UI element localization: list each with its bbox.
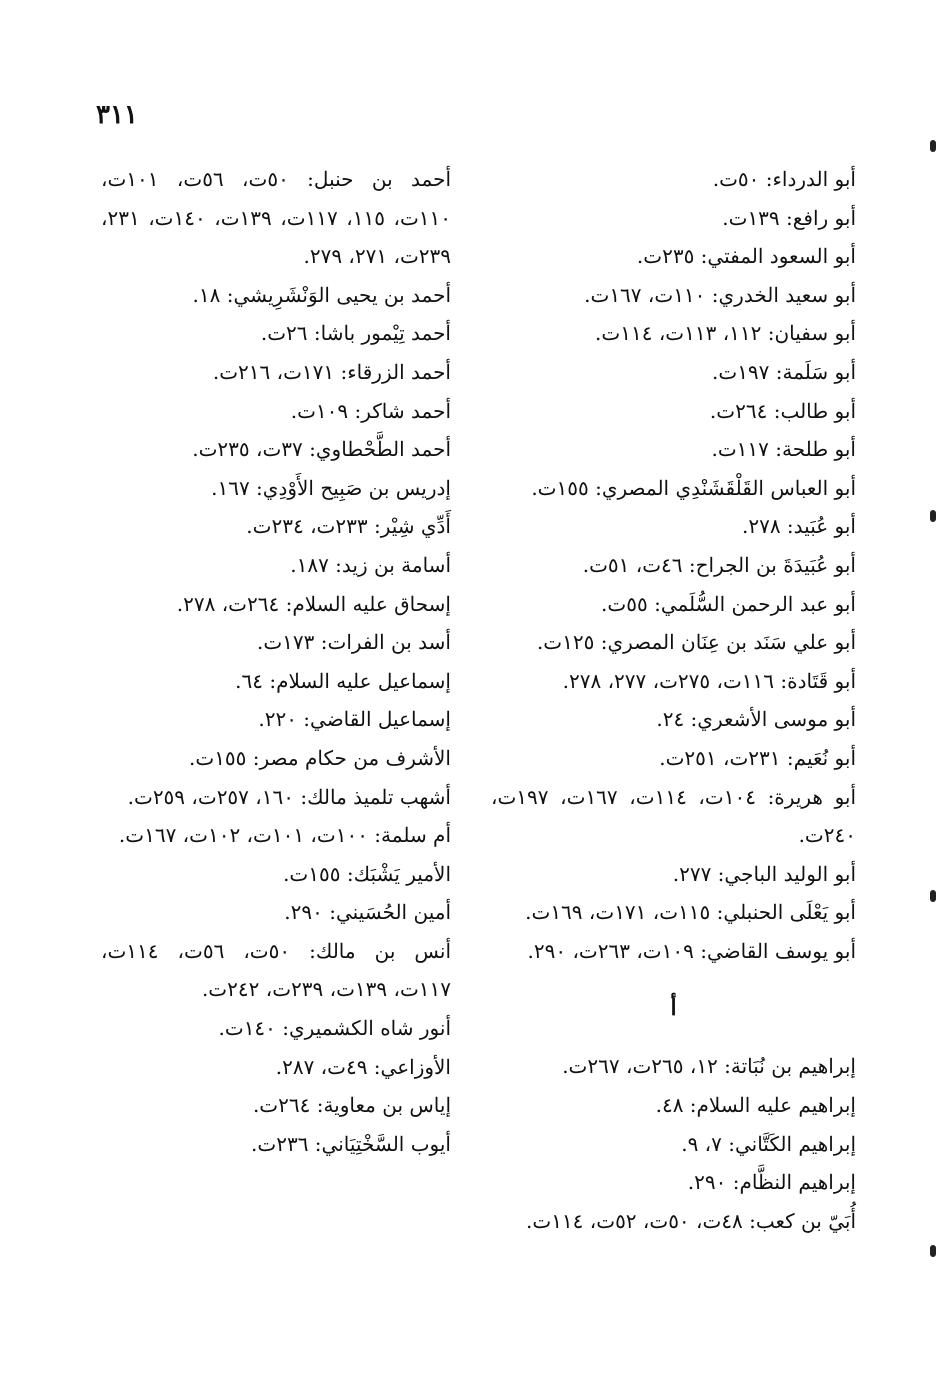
- index-entry: أم سلمة: ١٠٠ت، ١٠١ت، ١٠٢ت، ١٦٧ت.: [118, 823, 451, 848]
- index-entry: أبو يَعْلَى الحنبلي: ١١٥ت، ١٧١ت، ١٦٩ت.: [525, 900, 856, 925]
- index-entry: أمين الحُسَيني: ٢٩٠.: [284, 900, 451, 925]
- index-column-right: [491, 160, 856, 1240]
- index-entry: إبراهيم النظَّام: ٢٩٠.: [687, 1170, 856, 1195]
- index-entry: الأشرف من حكام مصر: ١٥٥ت.: [189, 745, 451, 770]
- index-entry: أبو الدرداء: ٥٠ت.: [712, 167, 856, 191]
- index-entry: أبو الوليد الباجي: ٢٧٧.: [672, 861, 856, 886]
- index-entry: إياس بن معاوية: ٢٦٤ت.: [252, 1093, 451, 1118]
- index-entry: الأمير يَشْبَك: ١٥٥ت.: [283, 861, 451, 886]
- index-entry: إبراهيم الكَتَّاني: ٧، ٩.: [681, 1131, 856, 1156]
- index-entry: أبو العباس القَلْقَشَنْدِي المصري: ١٥٥ت.: [531, 475, 856, 500]
- index-entry: أحمد تِيْمور باشا: ٢٦ت.: [260, 321, 451, 346]
- index-entry: أحمد بن حنبل: ٥٠ت، ٥٦ت، ١٠١ت، ١١٠ت، ١١٥، ١١٧ت، ١٣٩ت، ١٤٠ت، ٢٣١، ٢٣٩ت، ٢٧١، ٢٧٩.: [101, 167, 452, 269]
- index-entry: أبو السعود المفتي: ٢٣٥ت.: [636, 244, 856, 269]
- index-entry: أنس بن مالك: ٥٠ت، ٥٦ت، ١١٤ت، ١١٧ت، ١٣٩ت، ٢٣٩ت، ٢٤٢ت.: [101, 938, 452, 1002]
- index-entry: أبو عُبَيد: ٢٧٨.: [741, 514, 856, 539]
- index-entry-list: [101, 160, 451, 1163]
- index-entry: إدريس بن صَبِيح الأَوْدِي: ١٦٧.: [211, 475, 451, 500]
- index-entry: أبو سعيد الخدري: ١١٠ت، ١٦٧ت.: [584, 282, 856, 307]
- index-entry: أنور شاه الكشميري: ١٤٠ت.: [218, 1016, 451, 1041]
- index-entry: أبو علي سَنَد بن عِنَان المصري: ١٢٥ت.: [536, 630, 856, 655]
- index-entry-list: [491, 1047, 856, 1240]
- index-entry: أشهب تلميذ مالك: ١٦٠، ٢٥٧ت، ٢٥٩ت.: [127, 784, 451, 809]
- index-entry: أحمد الزرقاء: ١٧١ت، ٢١٦ت.: [212, 359, 451, 384]
- margin-mark: [930, 1245, 936, 1257]
- index-entry: أبو نُعَيم: ٢٣١ت، ٢٥١ت.: [659, 745, 856, 770]
- index-entry: أسامة بن زيد: ١٨٧.: [290, 552, 451, 577]
- index-entry: أسد بن الفرات: ١٧٣ت.: [256, 630, 451, 655]
- index-entry: إسماعيل القاضي: ٢٢٠.: [258, 707, 451, 732]
- index-entry: إسماعيل عليه السلام: ٦٤.: [235, 668, 451, 693]
- index-entry: الأوزاعي: ٤٩ت، ٢٨٧.: [275, 1054, 451, 1079]
- index-entry: أبو موسى الأشعري: ٢٤.: [656, 707, 856, 732]
- index-entry: إسحاق عليه السلام: ٢٦٤ت، ٢٧٨.: [176, 591, 451, 616]
- index-entry-list: [491, 160, 856, 970]
- page-number: ٣١١: [96, 100, 138, 130]
- index-entry: أحمد بن يحيى الوَنْشَرِيشي: ١٨.: [192, 282, 451, 307]
- index-entry: أبو سفيان: ١١٢، ١١٣ت، ١١٤ت.: [595, 321, 856, 346]
- index-entry: أبو رافع: ١٣٩ت.: [722, 205, 856, 230]
- index-entry: أُبَيّ بن كعب: ٤٨ت، ٥٠ت، ٥٢ت، ١١٤ت.: [526, 1208, 856, 1233]
- section-letter: أ: [670, 995, 677, 1022]
- index-entry: أبو طلحة: ١١٧ت.: [711, 437, 856, 462]
- index-entry: أحمد شاكر: ١٠٩ت.: [290, 398, 451, 423]
- index-entry: إبراهيم عليه السلام: ٤٨.: [655, 1093, 856, 1118]
- index-entry: أبو سَلَمة: ١٩٧ت.: [712, 359, 856, 384]
- index-entry: أبو يوسف القاضي: ١٠٩ت، ٢٦٣ت، ٢٩٠.: [527, 938, 856, 963]
- index-entry: أبو هريرة: ١٠٤ت، ١١٤ت، ١٦٧ت، ١٩٧ت، ٢٤٠ت.: [491, 784, 857, 848]
- margin-mark: [930, 140, 936, 152]
- index-entry: أحمد الطَّحْطاوي: ٣٧ت، ٢٣٥ت.: [192, 437, 451, 462]
- index-entry: أبو عبد الرحمن السُّلَمي: ٥٥ت.: [601, 591, 856, 616]
- index-entry: أبو قَتَادة: ١١٦ت، ٢٧٥ت، ٢٧٧، ٢٧٨.: [562, 668, 856, 693]
- index-entry: إبراهيم بن نُبَاتة: ١٢، ٢٦٥ت، ٢٦٧ت.: [562, 1054, 856, 1079]
- index-entry: أَدِّي شِيْر: ٢٣٣ت، ٢٣٤ت.: [246, 514, 451, 539]
- index-entry: أيوب السَّخْتِيَاني: ٢٣٦ت.: [251, 1131, 451, 1156]
- index-entry: أبو عُبَيدَةَ بن الجراح: ٤٦ت، ٥١ت.: [582, 552, 856, 577]
- margin-mark: [930, 890, 936, 902]
- index-entry: أبو طالب: ٢٦٤ت.: [709, 398, 856, 423]
- index-column-left: [101, 160, 451, 1163]
- margin-mark: [930, 510, 936, 522]
